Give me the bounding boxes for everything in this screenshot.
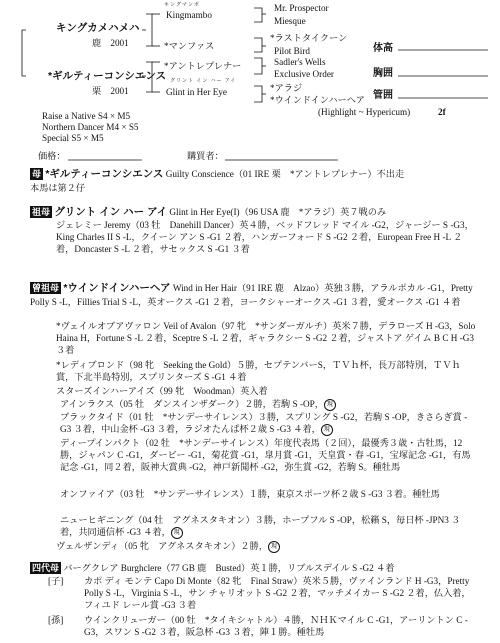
greatgranddam-child-7-text: ニューヒギニング（04 牡 アグネスタキオン）３勝，ホープフル S -OP，松籟 S，毎日杯 -JPN3 ３着，共同通信杯 -G3 ４着， [60,515,461,538]
dam-info: 栗 2001 [92,86,129,96]
sire-info: 鹿 2001 [92,38,129,48]
greatgranddam-child-2: *レディブロンド（98 牝 Seeking the Gold）５勝，セプテンバーS，ＴＶｈ杯，長万部特別，ＴＶｈ賞，下北半島特別，スプリンターズ S -G1 ４着 [56,360,461,383]
mark-badge: 現 [171,527,183,539]
granddam-title: 祖母 [32,207,51,217]
buyer-label: 購買者： [187,151,224,161]
sd-name: *マンファス [164,41,215,51]
highlight-note: (Highlight ~ Hypericum) [318,107,411,117]
ss-name: Kingmambo [166,10,212,20]
greatgranddam-child-6: オンファイア（03 牡 *サンデーサイレンス）１勝，東京スポーツ杯２歳 S -G3 ３着。種牡馬 [60,489,440,499]
dd-ruby: グリント イン ハー アイ [170,79,237,84]
fourthdam-grandchild-1: ウインクリューガー（00 牡 *タイキシャトル）４勝，ＮＨＫマイル C -G1，アーリントン C -G3，スワン S -G2 ３着，阪急杯 -G3 ３着，陣１勝。種牡馬 [84,615,468,638]
ddd-name: *ウインドインハーヘア [270,95,365,105]
fourthdam-grandchild-tag: [孫] [48,615,64,625]
fourthdam-section [30,562,475,574]
chest-label: 胸囲 [373,68,393,79]
mark-badge: 現 [268,541,280,553]
dds-name: *アラジ [270,83,303,93]
fourthdam-child-tag: [子] [48,576,64,586]
greatgranddam-name: *ウインドインハーヘア [63,282,171,294]
fourthdam-title: 四代母 [32,563,60,573]
fourthdam-text: バーグクレア Burghclere（77 GB 鹿 Busted）英１勝，リブルスデイル S -G2 ４着 [63,563,395,573]
mark-badge: 現 [324,399,336,411]
greatgranddam-section [30,282,475,308]
sdd-name: Pilot Bird [274,46,310,56]
dd-name: Glint in Her Eye [166,87,227,97]
dam-section-text2: 本馬は第２仔 [30,182,86,193]
ds-name: *アントレプレナー [164,61,242,71]
greatgranddam-child-8 [56,540,476,553]
greatgranddam-child-8-text: ヴェルザンディ（05 牝 アグネスタキオン）２勝， [56,541,268,551]
dsd-name: Exclusive Order [274,69,334,79]
greatgranddam-child-1: *ヴェイルオブアヴァロン Veil of Avalon（97 牝 *サンダーガルチ）英米７勝，デラローズ H -G3，Solo Haina H，Fortune S -L ２着，Sceptre S -L ２着，ギャラクシー S -G2 ２着，ジャストア ゲイム B C H -G3 ３着 [56,321,476,356]
dss-name: Sadler's Wells [274,57,326,67]
sds-name: *ラストタイクーン [270,33,348,43]
height-label: 体高 [373,43,393,54]
granddam-child-1: ジェレミー Jeremy（03 牡 Danehill Dancer）英４勝，ベッドフレッド マイル -G2，ジャージー S -G3，King Charles II S -L，クイーン アン S -G1 ２着，ハンガーフォード S -G2 ２着，European Free H -L ２着，Doncaster S -L ２着，サセックス S -G1 ３着 [56,220,474,255]
greatgranddam-child-4 [60,411,476,436]
dam-section [30,168,475,194]
cannon-label: 管囲 [373,90,393,101]
highlight-suffix: 2f [438,107,446,117]
greatgranddam-child-3-text: アインラクス（05 牡 ダンスインザダーク）２勝，若駒 S -OP， [60,399,324,409]
inbreeding-1: Raise a Native S4 × M5 [42,111,131,121]
greatgranddam-child-2b: スターズインハーアイズ（99 牝 Woodman）英入着 [56,386,268,396]
greatgranddam-text: Wind in Her Hair（91 IRE 鹿 Alzao）英独３勝，アラルポカル -G1，Pretty Polly S -L，Fillies Trial S -L，英オークス -G1 ２着，ヨークシャーオークス -G1 ３着，愛オークス -G1 ４着 [30,283,473,307]
greatgranddam-title: 曾祖母 [32,283,60,293]
fourthdam-child-1: カポ ディ モンテ Capo Di Monte（82 牝 Final Straw）英米５勝，ヴァインランド H -G3，Pretty Polly S -L，Virginia S -L，サン チャリオット S -G2 ２着，マッチメイカー S -G2 ２着，仏入着，フィユド レール賞 -G3 ３着 [84,576,471,611]
greatgranddam-child-3 [60,398,476,411]
dam-name: *ギルティーコンシエンス [48,70,167,82]
dam-title: 母 [32,169,42,179]
mark-badge: 現 [321,424,333,436]
inbreeding-2: Northern Dancer M4 × S5 [42,122,139,132]
greatgranddam-child-4-text: ブラックタイド（01 牡 *サンデーサイレンス）３勝，スプリング S -G2，若駒 S -OP，きさらぎ賞 -G3 ３着，中山金杯 -G3 ３着，ラジオたんぱ杯２歳 S -G3 ４着， [60,412,468,435]
greatgranddam-child-5: ディープインパクト（02 牡 *サンデーサイレンス）年度代表馬（２回），最優秀３歳・古牡馬，12勝，ジャパン C -G1，ダービー -G1，菊花賞 -G1，皐月賞 -G1，天皇賞・春 -G1，宝塚記念 -G1，有馬記念 -G1，同２着，阪神大賞典 -G2，神戸新聞杯 -G2，弥生賞 -G2，若駒 S。種牡馬 [60,438,471,473]
dam-section-name: *ギルティーコンシエンス [45,168,164,180]
granddam-section [30,206,475,220]
price-label: 価格： [38,151,66,161]
greatgranddam-child-7 [60,514,476,539]
inbreeding-3: Special S5 × M5 [42,133,104,143]
sire-name: キングカメハメハ [56,22,140,34]
sss-name: Mr. Prospector [274,3,329,13]
ssd-name: Miesque [274,16,306,26]
ss-ruby: キングマンボ [164,3,200,8]
dam-section-text: Guilty Conscience（01 IRE 栗 *アントレプレナー）不出走 [165,169,405,179]
granddam-name: グリント イン ハー アイ [54,206,168,218]
granddam-text: Glint in Her Eye(I)（96 USA 鹿 *アラジ）英７戦のみ [169,207,387,217]
